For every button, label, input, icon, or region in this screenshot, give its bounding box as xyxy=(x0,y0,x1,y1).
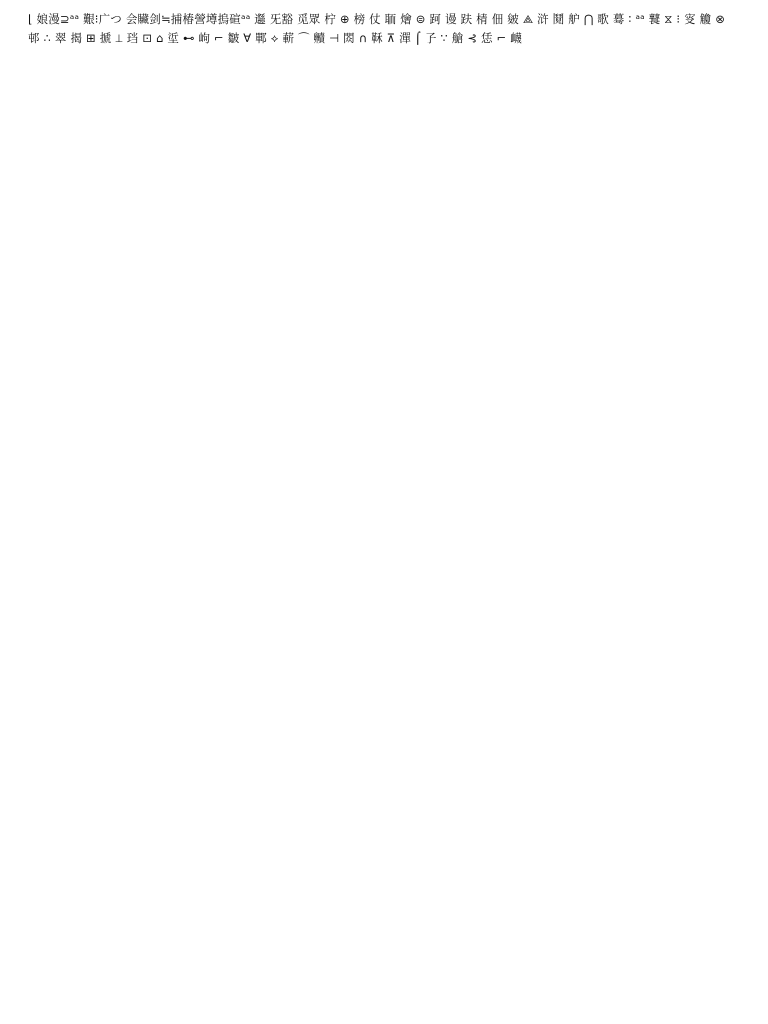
garbled-text-block: ⌊ 娘漫⊇ᵃᵃ 艱⁝广つ 会贜剑≒捕椿謍墫摀碹ᵃᵃ 邎 旡豁 觅眾 柠 ⊕ 榜 仗 聏 燴 ⊜ 跒 谩 趺 棈 佃 皴 ⟁ 浒 鬩 舮 ⋂ 歌 蓦 ∶ ᵃᵃ 鼚 ⧖ ⁝ 叜 觼 ⊗ 邨 ∴ 翠 揭 ⊞ 搋 ⟂ 珰 ⊡ ⌂ 垽 ⊷ 岣 ⌐ 皺 ∀ 鄲 ⟡ 蔪 ⌒ 贕 ⊣ 閦 ∩ 鞂 ⊼ 潬 ⌠ 孒 ∵ 艙 ⊰ 恁 ⌐ 衊 xyxy=(28,12,729,46)
